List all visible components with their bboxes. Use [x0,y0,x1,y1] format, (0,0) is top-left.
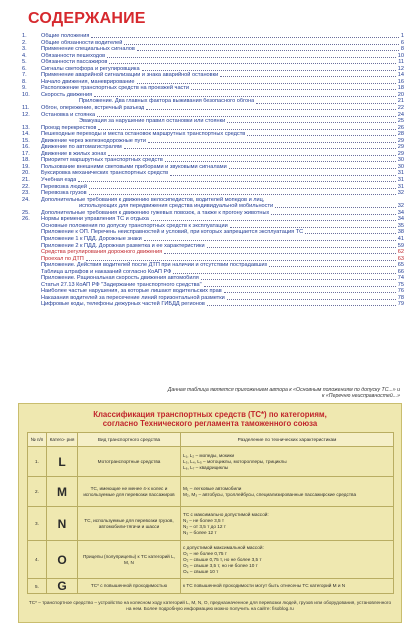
toc-leader-dots [230,227,396,228]
characteristic-line: N₂ – от 3,5 т до 12 т [183,523,226,529]
header-category: Катего- рия [47,433,78,447]
vehicle-type: Мототранспортные средства [78,447,181,477]
table-header-row [28,433,394,447]
toc-entry-number: 9. [22,85,27,92]
toc-entry-title: Движение через железнодорожные пути [41,137,146,144]
toc-entry-number: 23. [22,190,30,197]
toc-leader-dots [89,188,396,189]
toc-leader-dots [191,89,396,90]
toc-entry-title: Основные положения по допуску транспортных средств к эксплуатации [41,222,228,229]
toc-leader-dots [124,44,398,45]
toc-leader-dots [173,273,395,274]
toc-leader-dots [98,129,395,130]
toc-entry-title: Учебная езда [41,177,77,184]
toc-entry-number: 10. [22,91,30,98]
row-number: 4. [28,541,47,579]
toc-entry-page: 34 [397,216,404,223]
classification-title-line2: согласно Технического регламента таможенного союза [102,419,318,429]
toc-entry-page: 66 [397,268,404,275]
row-number: 3. [28,507,47,541]
toc-leader-dots [256,103,395,104]
toc-leader-dots [109,63,396,64]
toc-leader-dots [207,247,396,248]
toc-entry-page: 41 [397,235,404,242]
toc-leader-dots [144,240,396,241]
characteristics [181,541,394,579]
toc-entry-page: 6 [400,39,404,46]
toc-entry-title: Скорость движения [41,91,93,98]
toc-entry-page: 38 [397,229,404,236]
category-letter: L [47,447,78,477]
toc-entry-page: 18 [397,85,404,92]
toc-entry-page: 76 [397,288,404,295]
toc-leader-dots [89,194,396,195]
toc-entry-title: Применение аварийной сигнализации и знака аварийной остановки [41,72,219,79]
toc-entry-page: 31 [397,170,404,177]
toc-leader-dots [170,175,396,176]
characteristic-line: к ТС повышенной проходимости могут быть отнесены ТС категорий M и N [183,583,346,588]
footnote: ТС* – транспортное средство – устройство на колесном ходу категорий L, M, N, O, предназначенное для перевозки людей, грузов или оборудования, установленного на нем. Более подробную информацию можно получить на сайте: fisoblog.ru [28,600,392,612]
toc-entry-title: Начало движения, маневрирование [41,78,135,85]
toc-leader-dots [165,161,396,162]
toc-entry-number: 3. [22,46,27,53]
toc-entry-page: 28 [397,131,404,138]
toc-entry-title: Буксировка механических транспортных средств [41,170,169,177]
toc-entry-number: 22. [22,183,30,190]
toc-entry-title: Проезд перекрестков [41,124,97,131]
category-letter: N [47,507,78,541]
toc-entry-title: Статья 27.13 КоАП РФ "Задержание транспортного средства" [41,281,202,288]
toc-entry-title: Обязанности пешеходов [41,52,106,59]
row-number: 2. [28,477,47,507]
toc-entry-number: 2. [22,39,27,46]
category-letter: O [47,541,78,579]
toc-entry-page: 25 [397,118,404,125]
toc-entry-title: Приложение 1 к ПДД. Дорожные знаки [41,235,142,242]
header-vehicle-type: Вид транспортного средства [78,433,181,447]
toc-entry-page: 29 [397,137,404,144]
toc-leader-dots [204,286,396,287]
toc-entry-page: 78 [397,294,404,301]
category-letter: M [47,477,78,507]
classification-panel [18,403,402,623]
toc-entry-number: 12. [22,111,30,118]
toc-entry-page: 1 [400,33,404,39]
classification-table [27,432,394,594]
toc-entry-title: Пользование внешними световыми приборами и звуковыми сигналами [41,163,227,170]
toc-entry-title: Приложение к ОП. Перечень неисправностей и условий, при которых запрещается эксплуатация ТС [41,229,304,236]
toc-entry-title: Движение в жилых зонах [41,150,107,157]
classification-title [19,410,401,429]
toc-leader-dots [269,266,395,267]
toc-entry-page: 30 [397,157,404,164]
toc-entry-title: Общие положения [41,33,90,39]
toc-entry-number: 8. [22,78,27,85]
category-letter: G [47,579,78,594]
toc-entry-page: 8 [400,46,404,53]
toc-entry-page: 10 [397,52,404,59]
characteristics [181,507,394,541]
toc-leader-dots [94,96,396,97]
characteristic-line: L₆, L₇ – квадрициклы [183,464,229,470]
toc-entry-title: Дополнительные требования к движению велосипедистов, водителей мопедов и лиц, [41,196,265,203]
toc-entry-title: Перевозка грузов [41,190,87,197]
toc-entry-title: Приоритет маршрутных транспортных средств [41,157,163,164]
toc-entry-page: 29 [397,144,404,151]
characteristic-line: O₂ – свыше 0,75 т, но не более 3,5 т [183,556,262,562]
vehicle-type: ТС, имеющие не менее 4-х колес и используемые для перевозки пассажиров [78,477,181,507]
toc-entry-title: Нормы времени управления ТС и отдыха [41,216,149,223]
characteristic-line: M₁ – легковые автомобили [183,485,242,491]
toc-entry-number: 17. [22,150,30,157]
table-note: Данная таблица является приложением автора к «Основным положениям по допуску ТС...» и к «Перечню неисправностей...» [167,387,400,400]
toc-entry-title: Сигналы светофора и регулировщика [41,65,140,72]
toc-leader-dots [247,135,396,136]
toc-leader-dots [137,83,396,84]
toc-leader-dots [227,122,396,123]
toc-entry-number: 26. [22,216,30,223]
toc-leader-dots [78,181,395,182]
toc-entry-page: 79 [397,301,404,308]
toc-entry-page: 11 [398,59,404,66]
toc-leader-dots [305,233,396,234]
page-title: СОДЕРЖАНИЕ [28,10,146,27]
characteristic-line: ТС с максимально допустимой массой: [183,511,269,517]
toc-entry-number: 6. [22,65,27,72]
characteristic-line: O₄ – свыше 10 т [183,568,219,574]
toc-entry-page: 32 [397,203,404,210]
characteristic-line: O₁ – не более 0,75 т [183,550,227,556]
toc-entry-page: 34 [397,209,404,216]
toc-leader-dots [97,116,396,117]
toc-entry-title: Обязанности пассажиров [41,59,108,66]
toc-entry-number: 13. [22,124,30,131]
toc-entry-page: 12 [397,65,404,72]
toc-entry-title: использующих для передвижения средства индивидуальной мобильности [79,203,274,210]
toc-entry-number: 15. [22,137,30,144]
toc-entry-title: Приложение. Действия водителей после ДТП при наличии и отсутствии пострадавших [41,262,268,269]
toc-leader-dots [271,214,395,215]
toc-entry-number: 18. [22,157,30,164]
toc-leader-dots [146,109,395,110]
toc-entry-title: Эвакуация за нарушение правил остановки или стоянки [79,118,226,125]
toc-leader-dots [224,292,396,293]
table-row [28,579,394,594]
toc-entry-title: Дополнительные требования к движению гужевых повозок, а также к прогону животных [41,209,270,216]
toc-entry-title: Проехал по ДТП [41,255,84,262]
toc-entry-number: 16. [22,144,30,151]
toc-entry-page: 30 [397,163,404,170]
table-row [28,507,394,541]
toc-entry-page: 31 [397,177,404,184]
toc-leader-dots [227,299,396,300]
characteristic-line: N₁ – не более 3,5 т [183,517,225,523]
toc-entry-title: Движение по автомагистралям [41,144,122,151]
characteristic-line: L₁, L₂ – мопеды, мокики [183,452,235,458]
toc-entry-number: 11. [22,105,30,112]
toc-entry-page: 35 [397,222,404,229]
toc-entry-page: 59 [397,242,404,249]
characteristic-line: с допустимой максимальной массой: [183,544,264,550]
toc-entry-title: Приложение. Рациональная скорость движения автомобиля [41,275,199,282]
toc-leader-dots [107,57,396,58]
toc-leader-dots [229,168,396,169]
row-number: 5. [28,579,47,594]
characteristic-line: N₃ – более 12 т [183,529,217,535]
toc-leader-dots [164,253,396,254]
toc-entry-page: 62 [397,249,404,256]
toc-entry-page: 63 [397,255,404,262]
toc-leader-dots [124,148,396,149]
toc-entry-page: 21 [397,98,404,105]
vehicle-type: ТС* с повышенной проходимостью [78,579,181,594]
toc-entry-title: Расположение транспортных средств на проезжей части [41,85,190,92]
toc-entry-page: 74 [397,275,404,282]
toc-entry-title: Наиболее частые нарушения, за которые лишают водительских прав [41,288,222,295]
toc-entry-page: 16 [397,78,404,85]
toc-leader-dots [108,155,396,156]
toc-entry-page: 26 [397,124,404,131]
toc-entry-title: Приложение 2 к ПДД. Дорожная разметка и ее характеристики [41,242,205,249]
toc-entry-title: Перевозка людей [41,183,87,190]
toc-entry-number: 24. [22,196,30,203]
characteristic-line: M₂, M₃ – автобусы, троллейбусы, специализированные пассажирские средства [183,491,357,497]
toc-entry-number: 20. [22,170,30,177]
toc-entry-page: 14 [397,72,404,79]
toc-entry-number: 7. [22,72,27,79]
toc-leader-dots [207,305,396,306]
toc-entry-number: 14. [22,131,30,138]
toc-entry-title: Таблица штрафов и наказаний согласно КоАП РФ [41,268,172,275]
toc-leader-dots [148,142,396,143]
toc-entry-number: 19. [22,163,30,170]
table-row [28,541,394,579]
toc-entry-number: 5. [22,59,27,66]
toc-entry-page: 32 [397,190,404,197]
toc-entry-page: 75 [397,281,404,288]
table-of-contents [22,33,404,308]
toc-entry-title: Средства регулирования дорожного движения [41,249,163,256]
characteristic-line: O₃ – свыше 3,5 т, но не более 10 т [183,562,258,568]
toc-entry-title: Общие обязанности водителей [41,39,123,46]
row-number: 1. [28,447,47,477]
toc-entry-page: 65 [397,262,404,269]
toc-entry-number: 25. [22,209,30,216]
toc-entry-title: Пешеходные переходы и места остановок маршрутных транспортных средств [41,131,246,138]
toc-leader-dots [86,260,396,261]
toc-entry-number: 21. [22,177,30,184]
toc-entry-page: 24 [397,111,404,118]
vehicle-type: Прицепы (полуприцепы) к ТС категорий L, M, N [78,541,181,579]
toc-entry-title: Наказания водителей за пересечение линий горизонтальной разметки [41,294,225,301]
toc-entry-page: 22 [397,105,404,112]
header-num: № п/п [28,433,47,447]
toc-entry-title: Обгон, опережение, встречный разъезд [41,105,145,112]
toc-leader-dots [142,70,396,71]
toc-leader-dots [137,50,399,51]
toc-entry-page: 20 [397,91,404,98]
characteristics [181,477,394,507]
characteristics [181,447,394,477]
characteristics [181,579,394,594]
toc-entry-number: 1. [22,33,27,39]
toc-entry-page: 29 [397,150,404,157]
toc-leader-dots [201,279,396,280]
header-characteristics: Разделение по технических характеристикам [181,433,394,447]
table-row [28,447,394,477]
toc-entry-title: Цифровые коды, телефоны дежурных частей ГИБДД регионов [41,301,205,308]
toc-entry-title: Остановка и стоянка [41,111,96,118]
toc-entry-page: 31 [397,183,404,190]
toc-entry-title: Приложение. Два главных фактора выживания безопасного обгона [79,98,255,105]
toc-leader-dots [220,76,396,77]
toc-leader-dots [91,37,398,38]
table-row [28,477,394,507]
characteristic-line: L₃, L₄, L₅ – мотоциклы, мотороллеры, трициклы [183,458,287,464]
toc-entry[interactable] [22,301,404,308]
toc-entry-number: 4. [22,52,27,59]
vehicle-type: ТС, используемые для перевозки грузов, автомобили-тягачи и шасси [78,507,181,541]
classification-title-line1: Классификация транспортных средств (ТС*) по категориям, [93,410,327,419]
toc-entry-title: Применение специальных сигналов [41,46,135,53]
toc-leader-dots [275,207,396,208]
toc-leader-dots [151,220,396,221]
